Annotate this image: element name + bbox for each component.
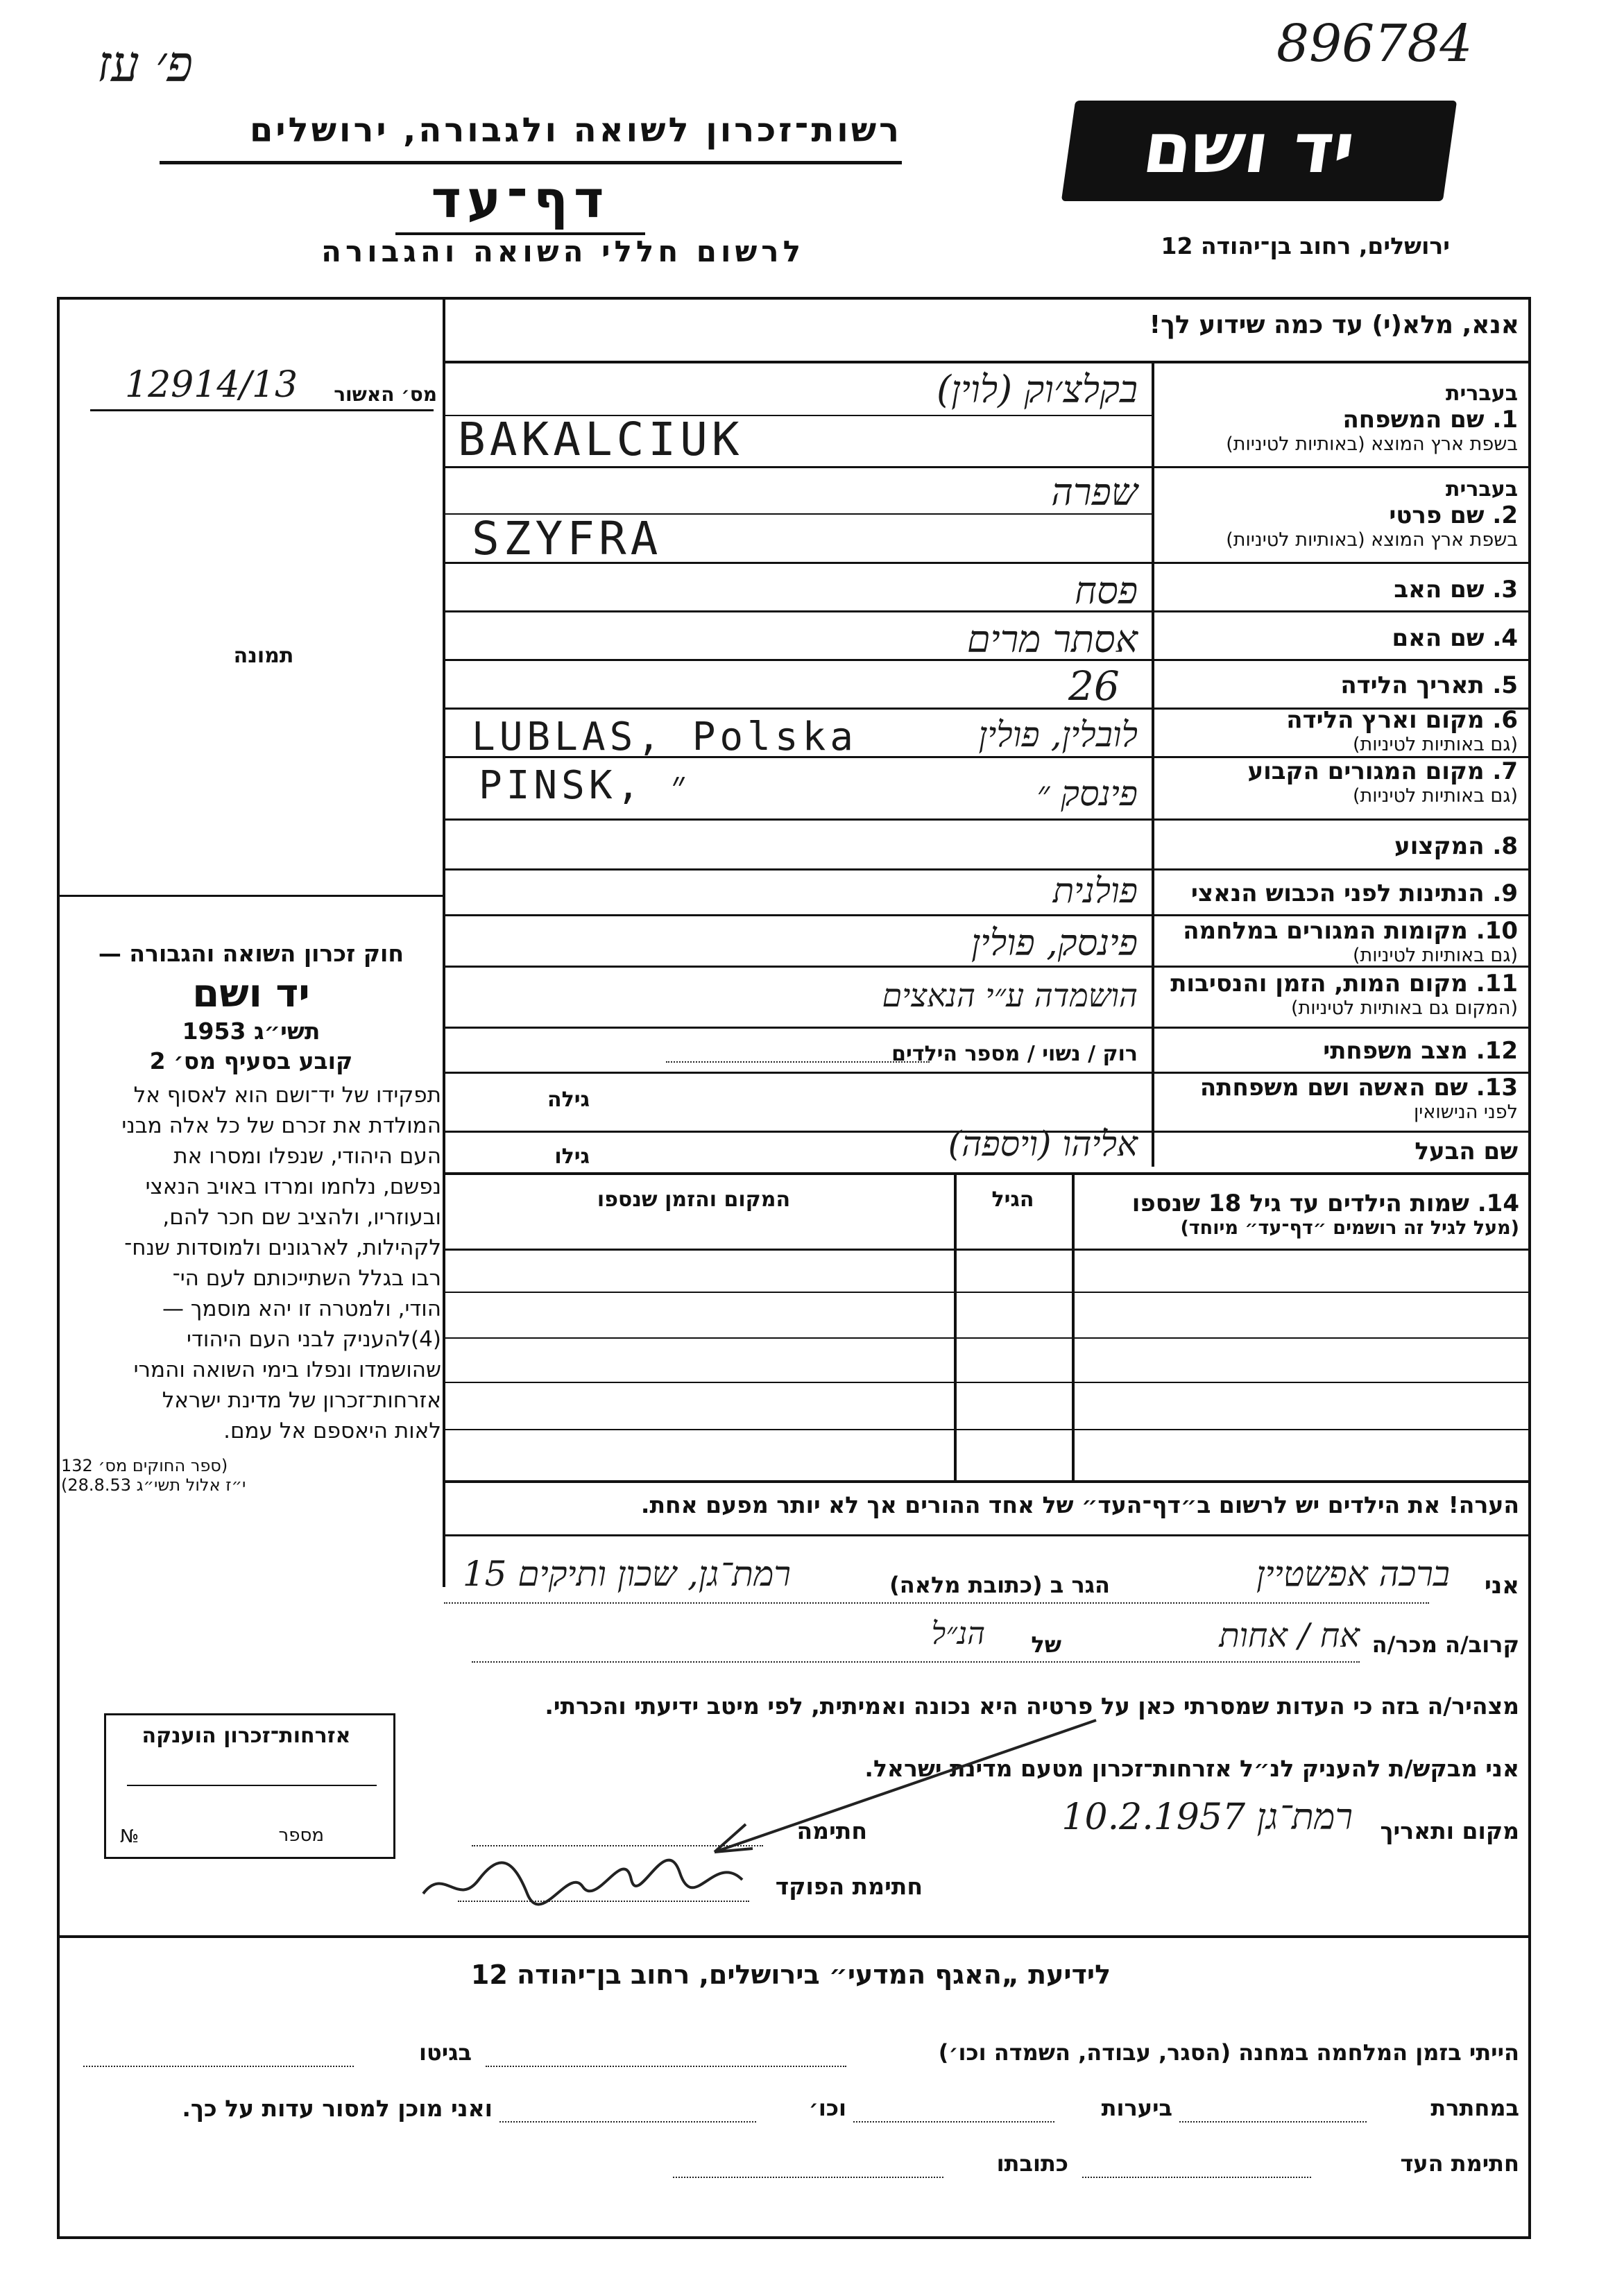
field-4-value: אסתר מרים <box>966 617 1138 661</box>
field-2-hebrew-value: שפרה <box>1051 470 1138 514</box>
field-6-hebrew-value: לובלין, פולין <box>978 714 1138 755</box>
photo-label: תמונה <box>233 644 294 668</box>
law-line: המולדת את זכרם של כל אלה מבני <box>121 1113 441 1138</box>
field-1-title <box>1157 406 1518 434</box>
field-title: מקומות המגורים במלחמה <box>1183 917 1468 945</box>
field-title: מקום המגורים הקבוע <box>1247 757 1485 785</box>
footer-forests-dotted <box>853 2121 1054 2123</box>
field-5-value: 26 <box>1068 662 1120 710</box>
field-5-label <box>1157 671 1518 699</box>
footer-address-dotted <box>673 2177 943 2178</box>
field-title: המקצוע <box>1394 832 1485 860</box>
law-logo: יד ושם <box>192 971 310 1016</box>
citizenship-box <box>104 1713 395 1859</box>
children-col-place: המקום והזמן שנספו <box>597 1188 791 1212</box>
place-date-label: מקום ותאריך <box>1380 1817 1519 1844</box>
footer-divider <box>60 1935 1531 1938</box>
yad-vashem-logo <box>1061 101 1457 201</box>
field-2-label <box>1157 477 1518 551</box>
field-title: שם האשה ושם משפחתה <box>1199 1074 1468 1101</box>
place-date-value: רמת־גן 10.2.1957 <box>1061 1797 1353 1838</box>
law-box <box>61 940 441 1495</box>
footer-etc-label: וכו׳ <box>808 2095 846 2121</box>
citizenship-line <box>127 1785 377 1786</box>
field-num: 8. <box>1492 832 1518 860</box>
field-title: שם פרטי <box>1389 501 1485 529</box>
receipt-line <box>90 409 434 411</box>
field-13-title <box>1157 1074 1518 1101</box>
children-row-line <box>444 1292 1531 1293</box>
citizenship-number-symbol: № <box>120 1826 139 1847</box>
field-num: 2. <box>1492 501 1518 529</box>
field-8-label <box>1157 832 1518 860</box>
field-num: 6. <box>1492 706 1518 734</box>
field-7-label <box>1157 757 1518 807</box>
handwritten-margin-note: פ׳ עז <box>97 35 194 93</box>
field-4-label <box>1157 624 1518 652</box>
footer-ghetto-dotted <box>83 2066 354 2067</box>
field-title: שם האם <box>1392 624 1485 652</box>
field-1-label <box>1157 382 1518 455</box>
law-line: הודי, ולמטרה זו יהא מוסמך — <box>162 1296 441 1321</box>
law-line: לקהילות, לארגונים ולמוסדות שנח־ <box>124 1235 441 1260</box>
declaration-prefix: אני <box>1484 1572 1519 1600</box>
law-year: תשי״ג 1953 <box>182 1018 320 1045</box>
row-divider <box>444 466 1531 468</box>
law-footnote-date: י״ז אלול תשי״ג 28.8.53) <box>61 1475 246 1495</box>
logo-text: יד ושם <box>1138 108 1360 189</box>
footer-address-label: כתובתו <box>996 2150 1068 2177</box>
field-10-title <box>1157 917 1518 945</box>
law-line: נפשם, נלחמו ומרדו באויב הנאצי <box>145 1174 441 1199</box>
husband-age-label: גילו <box>554 1144 590 1169</box>
row-divider <box>444 914 1531 916</box>
of-value: הנ״ל <box>931 1616 985 1652</box>
footer-title: לידיעת „האגף המדעי״ בירושלים, רחוב בן־יהודה 12 <box>470 1960 1111 1990</box>
law-line: העם היהודי, שנפלו ומסרו את <box>173 1144 441 1169</box>
footer-etc-dotted <box>499 2121 756 2123</box>
labels-column-divider <box>1152 362 1154 1167</box>
field-9-label <box>1157 880 1518 907</box>
children-header-line <box>444 1249 1531 1251</box>
declaration-statement: מצהיר/ה בזה כי העדות שמסרתי כאן על פרטיה היא נכונה ואמיתית, לפי מיטב ידיעתי והכרתי. <box>545 1692 1519 1720</box>
row-divider <box>444 1027 1531 1029</box>
field-2-tag: בעברית <box>1446 477 1518 501</box>
header-address: ירושלים, רחוב בן־יהודה 12 <box>1161 232 1450 259</box>
children-row-line <box>444 1429 1531 1430</box>
field-title: תאריך הלידה <box>1340 671 1485 699</box>
footer-witness-dotted <box>1082 2177 1311 2178</box>
form-instruction: אנא, מלא(י) עד כמה שידוע לך! <box>1149 311 1519 339</box>
relation-label: קרוב/ה מכר/ה <box>1371 1631 1519 1658</box>
field-num: 12. <box>1476 1037 1518 1065</box>
footer-underground-label: במחתרת <box>1430 2095 1519 2121</box>
field-9-value: פולנית <box>1052 871 1138 911</box>
children-title <box>1075 1190 1519 1217</box>
declarant-address: רמת־גן, שכון ותיקים 15 <box>462 1554 791 1594</box>
field-1-tag: בעברית <box>1446 382 1518 406</box>
law-line: רבו בגלל השתייכותם לעם הי־ <box>172 1266 441 1291</box>
form-title: דף־עד <box>431 170 610 230</box>
law-line: שהושמדו ונפלו בימי השואה והמרי <box>133 1357 441 1382</box>
children-row-line <box>444 1337 1531 1339</box>
footer-forests-label: ביערות <box>1101 2095 1172 2121</box>
children-col-divider <box>954 1175 957 1480</box>
field-title: שם המשפחה <box>1342 406 1485 434</box>
field-2-title <box>1157 501 1518 529</box>
authority-name: רשות־זכרון לשואה ולגבורה, ירושלים <box>249 111 902 150</box>
field-title: הנתינות לפני הכבוש הנאצי <box>1190 880 1485 907</box>
children-sub: (מעל לגיל זה רושמים ״דף־עד״ מיוחד) <box>1180 1217 1519 1239</box>
field-12-label <box>1157 1037 1518 1065</box>
children-table-bottom <box>444 1480 1531 1483</box>
children-row-line <box>444 1382 1531 1383</box>
declarant-name: ברכה אפשטיין <box>1256 1554 1450 1594</box>
field-num: 7. <box>1492 757 1518 785</box>
field-3-label <box>1157 576 1518 603</box>
arrow-mark <box>694 1713 1110 1866</box>
field-13-sub: לפני הנישואין <box>1413 1101 1518 1123</box>
law-section: קובע בסעיף מס׳ 2 <box>149 1047 353 1074</box>
instruction-bar-bottom <box>444 361 1531 363</box>
children-header <box>1075 1190 1519 1239</box>
law-footnote: (ספר החוקים מס׳ 132 <box>61 1456 228 1475</box>
field-num: 14. <box>1477 1190 1519 1217</box>
footer-ghetto-label: בגיטו <box>419 2039 472 2066</box>
field-title: שם האב <box>1394 576 1485 603</box>
field-num: 10. <box>1476 917 1518 945</box>
field-1-sub: בשפת ארץ המוצא (באותיות לטיניות) <box>1226 434 1518 455</box>
field-title: מקום וארץ הלידה <box>1286 706 1485 734</box>
row-divider <box>444 818 1531 821</box>
address-dotted <box>444 1602 1429 1604</box>
field-num: 4. <box>1492 624 1518 652</box>
law-line: (4)להעניק לבני העם היהודי <box>187 1327 441 1352</box>
declaration-address-label: הגר ב (כתובת מלאה) <box>889 1572 1110 1598</box>
field-num: 5. <box>1492 671 1518 699</box>
of-label: של <box>1031 1631 1061 1658</box>
field-3-value: פסח <box>1075 569 1138 612</box>
field-6-label <box>1157 706 1518 755</box>
citizenship-title: אזרחות־זכרון הוענקה <box>142 1724 351 1748</box>
field-11-label <box>1157 970 1518 1019</box>
law-line: תפקידו של יד־ושם הוא לאסוף אל <box>133 1083 441 1108</box>
field-12-options: רוק / נשוי / מספר הילדים <box>891 1042 1138 1066</box>
husband-value: אליהו (ויספה) <box>948 1124 1138 1164</box>
form-subtitle: לרשום חללי השואה והגבורה <box>321 234 805 268</box>
citizenship-request: אני מבקש/ת להעניק לנ״ל אזרחות־זכרון מטעם מדינת ישראל. <box>864 1755 1519 1782</box>
field-11-value: הושמדה ע״י הנאצים <box>882 977 1138 1014</box>
field-num: 9. <box>1492 880 1518 907</box>
field-7-latin-value: PINSK, ״ <box>479 763 691 808</box>
field-7-hebrew-value: פינסק ״ <box>1036 773 1138 814</box>
law-line: ובעוזריו, ולהציב שם חכר להם, <box>162 1205 441 1230</box>
photo-box-bottom <box>60 895 443 897</box>
field-2-latin-value: SZYFRA <box>472 512 663 565</box>
children-col-divider <box>1072 1175 1075 1480</box>
law-line: לאות היאספם אל עמם. <box>223 1418 441 1443</box>
field-10-label <box>1157 917 1518 966</box>
law-line: אזרחות־זכרון של מדינת ישראל <box>162 1388 441 1413</box>
field-num: 1. <box>1492 406 1518 434</box>
field-1-hebrew-value: בקלצ׳וק (לוין) <box>937 368 1138 411</box>
field-1-latin-value: BAKALCIUK <box>458 413 744 466</box>
officer-signature-label: חתימת הפוקד <box>775 1873 923 1900</box>
field-num: 3. <box>1492 576 1518 603</box>
field-6-sub: (גם באותיות לטיניות) <box>1352 734 1518 755</box>
footer-witness-signature-label: חתימת העד <box>1400 2150 1519 2177</box>
archive-number: 896784 <box>1276 14 1473 74</box>
field-6-latin-value: LUBLAS, Polska <box>472 714 858 760</box>
field-11-sub: (המקום גם באותיות לטיניות) <box>1290 997 1518 1019</box>
relation-dotted <box>472 1661 1360 1663</box>
footer-underground-dotted <box>1179 2121 1367 2123</box>
field-2-sub: בשפת ארץ המוצא (באותיות לטיניות) <box>1226 529 1518 551</box>
footer-camp-dotted <box>486 2066 846 2067</box>
field-12-dotted <box>666 1061 930 1063</box>
husband-label: שם הבעל <box>1414 1138 1518 1165</box>
field-title: מצב משפחתי <box>1323 1037 1468 1065</box>
row-divider <box>444 1172 1531 1175</box>
field-title: שמות הילדים עד גיל 18 שנספו <box>1131 1190 1469 1217</box>
footer-camp-label: הייתי בזמן המלחמה במחנה (הסגר, עבודה, השמדה וכו׳) <box>938 2039 1519 2066</box>
field-10-sub: (גם באותיות לטיניות) <box>1352 945 1518 966</box>
law-text <box>61 1080 441 1446</box>
wife-age-label: גילה <box>547 1088 590 1112</box>
field-6-title <box>1157 706 1518 734</box>
field-11-title <box>1157 970 1518 997</box>
receipt-label: מס׳ האשור <box>334 383 437 406</box>
field-10-value: פינסק, פולין <box>971 923 1138 964</box>
footer-testimony-label: ואני מוכן למסור עדות על כך. <box>182 2095 493 2122</box>
field-num: 11. <box>1476 970 1518 997</box>
note-underline <box>444 1534 1531 1536</box>
left-column-divider <box>443 297 445 1587</box>
field-7-title <box>1157 757 1518 785</box>
signature-label: חתימה <box>796 1817 867 1844</box>
law-title: חוק זכרון השואה והגבורה — <box>98 940 404 967</box>
receipt-number: 12914/13 <box>125 364 298 406</box>
relation-value: אח / אחות <box>1219 1616 1360 1655</box>
field-num: 13. <box>1476 1074 1518 1101</box>
authority-underline <box>160 161 902 164</box>
field-13-label <box>1157 1074 1518 1123</box>
children-col-age: הגיל <box>991 1188 1034 1212</box>
field-7-sub: (גם באותיות לטיניות) <box>1352 785 1518 807</box>
children-note: הערה! את הילדים יש לרשום ב״דף־העד״ של אחד ההורים אך לא יותר מפעם אחת. <box>640 1491 1519 1518</box>
field-title: מקום המות, הזמן והנסיבות <box>1170 970 1468 997</box>
citizenship-number-label: מספר <box>278 1825 324 1846</box>
